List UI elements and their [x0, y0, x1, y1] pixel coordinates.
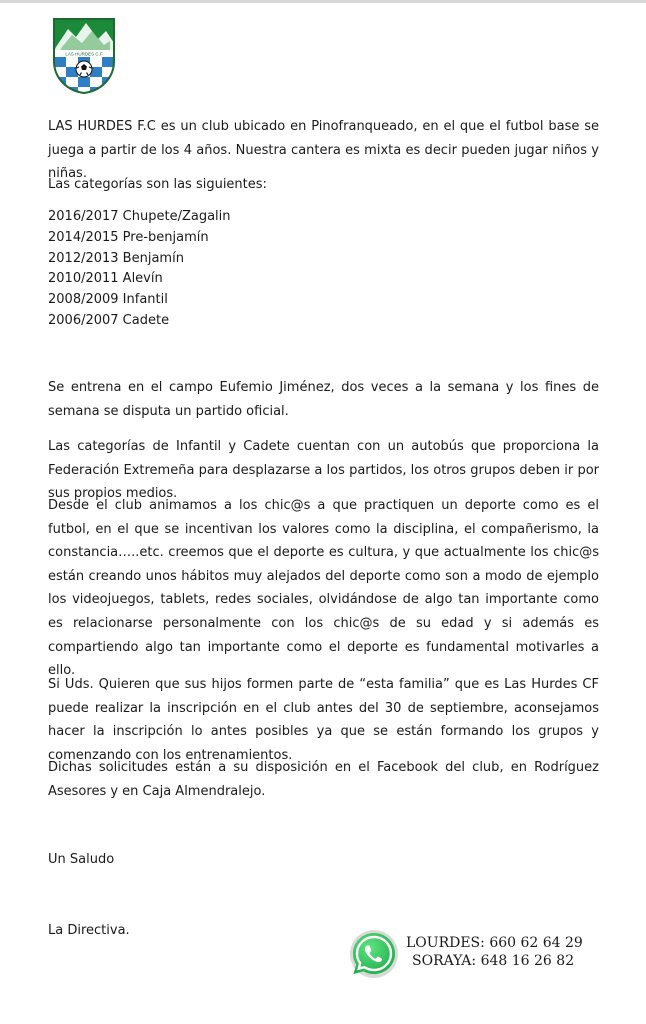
- category-item: 2008/2009 Infantil: [48, 292, 168, 308]
- category-item: 2014/2015 Pre-benjamín: [48, 229, 209, 245]
- categories-list: [48, 207, 231, 332]
- club-crest-icon: [52, 17, 116, 95]
- signature: La Directiva.: [48, 923, 130, 938]
- whatsapp-icon: [348, 928, 400, 980]
- contacts-block: [406, 934, 583, 970]
- top-border: [0, 0, 646, 3]
- categories-intro: Las categorías son las siguientes:: [48, 177, 267, 192]
- training-paragraph: Se entrena en el campo Eufemio Jiménez, dos veces a la semana y los fines de semana se disputa un partido oficial.: [48, 380, 599, 419]
- crest-text: LAS HURDES C.F: [65, 51, 103, 57]
- values-paragraph: Desde el club animamos a los chic@s a que practiquen un deporte como es el futbol, en el que se incentivan los valores como la disciplina, el compañerismo, la constancia…..etc. creemos que el deporte es cultura, y que actualmente los chic@s están creando unos hábitos muy alejados del deporte como son a modo de ejemplo los videojuegos, tablets, redes sociales, olvidándose de algo tan importante como es relacionarse personalmente con los chic@s de su edad y si además es compartiendo algo tan importante como el deporte es fundamental motivarles a ello.: [48, 498, 599, 679]
- greeting: Un Saludo: [48, 852, 115, 867]
- contact-lourdes: LOURDES: 660 62 64 29: [406, 935, 583, 951]
- requests-paragraph: Dichas solicitudes están a su disposición en el Facebook del club, en Rodríguez Asesores y en Caja Almendralejo.: [48, 760, 599, 799]
- registration-paragraph: Si Uds. Quieren que sus hijos formen parte de “esta familia” que es Las Hurdes CF puede realizar la inscripción en el club antes del 30 de septiembre, aconsejamos hacer la inscripción lo antes posibles ya que se están formando los grupos y comenzando con los entrenamientos.: [48, 677, 599, 763]
- intro-paragraph: LAS HURDES F.C es un club ubicado en Pinofranqueado, en el que el futbol base se juega a partir de los 4 años. Nuestra cantera es mixta es decir pueden jugar niños y niñas.: [48, 119, 599, 182]
- category-item: 2012/2013 Benjamín: [48, 250, 184, 266]
- bus-paragraph: Las categorías de Infantil y Cadete cuentan con un autobús que proporciona la Federación Extremeña para desplazarse a los partidos, los otros grupos deben ir por sus propios medios.: [48, 439, 599, 502]
- category-item: 2016/2017 Chupete/Zagalin: [48, 209, 231, 224]
- category-item: 2006/2007 Cadete: [48, 312, 170, 328]
- contact-soraya: SORAYA: 648 16 26 82: [412, 953, 575, 969]
- category-item: 2010/2011 Alevín: [48, 271, 163, 287]
